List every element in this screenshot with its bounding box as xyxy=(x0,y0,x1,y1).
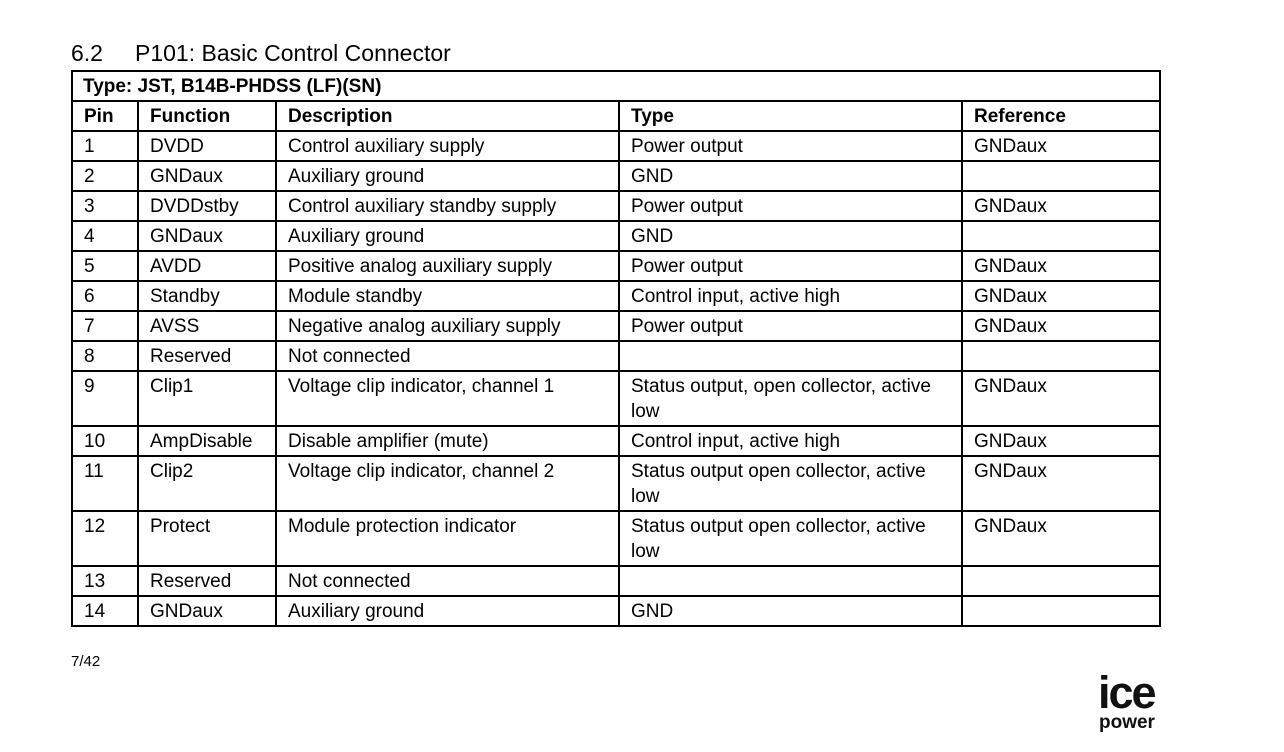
cell-reference: GNDaux xyxy=(962,131,1160,161)
header-description: Description xyxy=(276,101,619,131)
cell-description: Control auxiliary supply xyxy=(276,131,619,161)
cell-reference: GNDaux xyxy=(962,251,1160,281)
table-row xyxy=(72,511,1160,566)
table-row xyxy=(72,311,1160,341)
cell-pin: 4 xyxy=(72,221,138,251)
cell-description: Positive analog auxiliary supply xyxy=(276,251,619,281)
header-reference: Reference xyxy=(962,101,1160,131)
cell-type: Power output xyxy=(619,191,962,221)
cell-description: Auxiliary ground xyxy=(276,596,619,626)
cell-pin: 13 xyxy=(72,566,138,596)
cell-description: Control auxiliary standby supply xyxy=(276,191,619,221)
cell-pin: 11 xyxy=(72,456,138,511)
cell-pin: 3 xyxy=(72,191,138,221)
section-heading xyxy=(71,38,451,68)
cell-function: DVDDstby xyxy=(138,191,276,221)
cell-type: Status output open collector, active low xyxy=(619,456,962,511)
cell-function: Reserved xyxy=(138,341,276,371)
cell-description: Disable amplifier (mute) xyxy=(276,426,619,456)
table-row xyxy=(72,191,1160,221)
table-row xyxy=(72,566,1160,596)
cell-reference: GNDaux xyxy=(962,371,1160,426)
cell-function: Protect xyxy=(138,511,276,566)
cell-function: Clip1 xyxy=(138,371,276,426)
logo-power-text: power xyxy=(1099,712,1155,733)
page-number: 7/42 xyxy=(71,653,101,670)
cell-reference xyxy=(962,566,1160,596)
cell-reference: GNDaux xyxy=(962,511,1160,566)
cell-type: Status output, open collector, active low xyxy=(619,371,962,426)
table-row xyxy=(72,426,1160,456)
table-row xyxy=(72,371,1160,426)
cell-pin: 14 xyxy=(72,596,138,626)
cell-type: GND xyxy=(619,221,962,251)
cell-reference: GNDaux xyxy=(962,281,1160,311)
cell-pin: 7 xyxy=(72,311,138,341)
table-row xyxy=(72,456,1160,511)
section-number: 6.2 xyxy=(71,40,103,66)
cell-type xyxy=(619,566,962,596)
connector-pin-table xyxy=(71,70,1161,627)
cell-type: Status output open collector, active low xyxy=(619,511,962,566)
header-type: Type xyxy=(619,101,962,131)
cell-type: GND xyxy=(619,596,962,626)
table-row xyxy=(72,281,1160,311)
cell-type: Power output xyxy=(619,131,962,161)
cell-description: Not connected xyxy=(276,341,619,371)
connector-type-row xyxy=(72,71,1160,101)
cell-function: DVDD xyxy=(138,131,276,161)
cell-description: Auxiliary ground xyxy=(276,221,619,251)
cell-function: Reserved xyxy=(138,566,276,596)
cell-description: Voltage clip indicator, channel 2 xyxy=(276,456,619,511)
table-row xyxy=(72,251,1160,281)
cell-description: Negative analog auxiliary supply xyxy=(276,311,619,341)
cell-pin: 12 xyxy=(72,511,138,566)
cell-pin: 10 xyxy=(72,426,138,456)
cell-function: AVSS xyxy=(138,311,276,341)
header-function: Function xyxy=(138,101,276,131)
section-title: P101: Basic Control Connector xyxy=(135,40,451,66)
connector-type-label: Type: JST, B14B-PHDSS (LF)(SN) xyxy=(72,71,1160,101)
cell-reference: GNDaux xyxy=(962,426,1160,456)
cell-pin: 8 xyxy=(72,341,138,371)
cell-function: GNDaux xyxy=(138,221,276,251)
cell-pin: 6 xyxy=(72,281,138,311)
cell-type: Control input, active high xyxy=(619,426,962,456)
cell-type: Power output xyxy=(619,251,962,281)
cell-function: Standby xyxy=(138,281,276,311)
cell-type: GND xyxy=(619,161,962,191)
icepower-logo xyxy=(1098,667,1182,736)
cell-reference xyxy=(962,221,1160,251)
table-row xyxy=(72,596,1160,626)
cell-type: Control input, active high xyxy=(619,281,962,311)
cell-reference: GNDaux xyxy=(962,311,1160,341)
table-row xyxy=(72,131,1160,161)
cell-description: Voltage clip indicator, channel 1 xyxy=(276,371,619,426)
cell-reference: GNDaux xyxy=(962,456,1160,511)
cell-description: Not connected xyxy=(276,566,619,596)
cell-reference xyxy=(962,161,1160,191)
cell-description: Module standby xyxy=(276,281,619,311)
cell-function: AVDD xyxy=(138,251,276,281)
cell-pin: 5 xyxy=(72,251,138,281)
logo-ice-text: ice xyxy=(1098,667,1155,718)
table-row xyxy=(72,221,1160,251)
cell-pin: 2 xyxy=(72,161,138,191)
table-row xyxy=(72,341,1160,371)
cell-description: Auxiliary ground xyxy=(276,161,619,191)
cell-function: Clip2 xyxy=(138,456,276,511)
cell-reference xyxy=(962,341,1160,371)
cell-type xyxy=(619,341,962,371)
table-header-row xyxy=(72,101,1160,131)
cell-function: GNDaux xyxy=(138,161,276,191)
header-pin: Pin xyxy=(72,101,138,131)
cell-pin: 1 xyxy=(72,131,138,161)
cell-description: Module protection indicator xyxy=(276,511,619,566)
cell-reference xyxy=(962,596,1160,626)
cell-pin: 9 xyxy=(72,371,138,426)
table-row xyxy=(72,161,1160,191)
cell-function: AmpDisable xyxy=(138,426,276,456)
cell-reference: GNDaux xyxy=(962,191,1160,221)
cell-function: GNDaux xyxy=(138,596,276,626)
cell-type: Power output xyxy=(619,311,962,341)
